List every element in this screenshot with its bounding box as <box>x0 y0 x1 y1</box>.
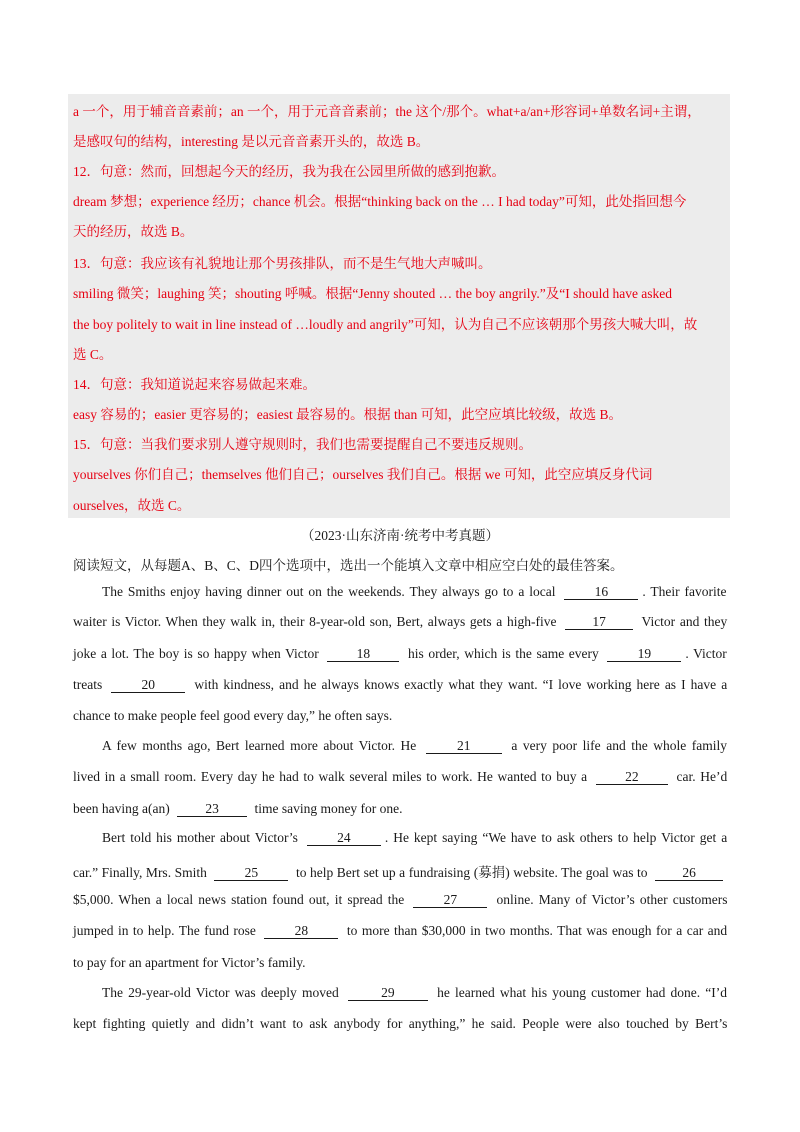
source-title: （2023·山东济南·统考中考真题） <box>301 528 499 543</box>
answer-line: 天的经历，故选 B。 <box>73 224 194 239</box>
blank-16: 16 <box>564 585 638 600</box>
blank-29: 29 <box>348 986 428 1001</box>
passage-text: lived in a small room. Every day he had to walk several miles to work. He wanted to buy a <box>73 769 592 784</box>
blank-26: 26 <box>655 866 723 881</box>
passage-line <box>73 769 727 785</box>
passage-text: time saving money for one. <box>251 801 403 816</box>
passage-line <box>73 955 306 971</box>
passage-line <box>73 801 403 817</box>
answer-line: yourselves 你们自己；themselves 他们自己；ourselves 我们自己。根据 we 可知，此空应填反身代词 <box>73 467 653 482</box>
passage-line <box>73 646 727 662</box>
blank-27: 27 <box>413 893 487 908</box>
answer-line: 12．句意：然而，回想起今天的经历，我为我在公园里所做的感到抱歉。 <box>73 164 505 179</box>
blank-22: 22 <box>596 770 668 785</box>
passage-text: The 29-year-old Victor was deeply moved <box>102 985 344 1000</box>
blank-25: 25 <box>214 866 288 881</box>
passage-text: jumped in to help. The fund rose <box>73 923 261 938</box>
passage-text: a very poor life and the whole family <box>505 738 728 753</box>
answer-line: 14．句意：我知道说起来容易做起来难。 <box>73 377 316 392</box>
passage-line <box>73 892 727 908</box>
passage-text: to pay for an apartment for Victor’s family. <box>73 955 306 970</box>
answer-line: 13．句意：我应该有礼貌地让那个男孩排队，而不是生气地大声喊叫。 <box>73 256 492 271</box>
passage-line <box>73 708 392 724</box>
blank-24: 24 <box>307 831 381 846</box>
passage-text: . He kept saying “We have to ask others to help Victor get a <box>384 830 728 845</box>
blank-28: 28 <box>264 924 338 939</box>
passage-text: car. He’d <box>671 769 728 784</box>
answer-line: a 一个，用于辅音音素前；an 一个，用于元音音素前；the 这个/那个。what+a/an+形容词+单数名词+主谓， <box>73 104 701 119</box>
passage-text: he learned what his young customer had done. “I’d <box>431 985 728 1000</box>
answer-line: 选 C。 <box>73 347 113 362</box>
passage-line <box>73 1016 727 1032</box>
passage-text: waiter is Victor. When they walk in, their 8-year-old son, Bert, always gets a high-five <box>73 614 562 629</box>
passage-line <box>73 861 727 881</box>
answer-line: ourselves，故选 C。 <box>73 498 191 513</box>
passage-text: online. Many of Victor’s other customers <box>491 892 728 907</box>
passage-text: Bert told his mother about Victor’s <box>102 830 303 845</box>
passage-text: kept fighting quietly and didn’t want to ask anybody for anything,” he said. People were also touched by Bert’s <box>73 1016 728 1031</box>
passage-text: to more than $30,000 in two months. That was enough for a car and <box>342 923 728 938</box>
passage-text: chance to make people feel good every day,” he often says. <box>73 708 393 723</box>
passage-text: car.” Finally, Mrs. Smith <box>73 865 211 880</box>
answer-line: dream 梦想；experience 经历；chance 机会。根据“thinking back on the … I had today”可知，此处指回想今 <box>73 194 687 209</box>
passage-line <box>102 830 727 846</box>
passage-text: The Smiths enjoy having dinner out on the weekends. They always go to a local <box>102 584 561 599</box>
passage-text: . Their favorite <box>642 584 727 599</box>
blank-17: 17 <box>565 615 633 630</box>
passage-text: his order, which is the same every <box>403 646 604 661</box>
passage-text: A few months ago, Bert learned more about Victor. He <box>102 738 422 753</box>
passage-line <box>73 677 727 693</box>
passage-text: treats <box>73 677 108 692</box>
passage-text: . Victor <box>685 646 727 661</box>
passage-line <box>102 738 727 754</box>
answer-line: the boy politely to wait in line instead of …loudly and angrily”可知，认为自己不应该朝那个男孩大喊大叫，故 <box>73 317 698 332</box>
passage-line <box>102 985 727 1001</box>
passage-line <box>102 584 727 600</box>
blank-20: 20 <box>111 678 185 693</box>
passage-text: to help Bert set up a fundraising (募捐) website. The goal was to <box>292 865 652 880</box>
passage-line <box>73 923 727 939</box>
blank-19: 19 <box>607 647 681 662</box>
passage-line <box>73 614 727 630</box>
passage-text: Victor and they <box>637 614 728 629</box>
passage-text: $5,000. When a local news station found out, it spread the <box>73 892 410 907</box>
answer-line: easy 容易的；easier 更容易的；easiest 最容易的。根据 than 可知，此空应填比较级，故选 B。 <box>73 407 622 422</box>
answer-line: 15．句意：当我们要求别人遵守规则时，我们也需要提醒自己不要违反规则。 <box>73 437 532 452</box>
answer-line: 是感叹句的结构，interesting 是以元音音素开头的，故选 B。 <box>73 134 430 149</box>
blank-21: 21 <box>426 739 502 754</box>
passage-text: been having a(an) <box>73 801 174 816</box>
answer-line: smiling 微笑；laughing 笑；shouting 呼喊。根据“Jenny shouted … the boy angrily.”及“I should have asked <box>73 286 673 301</box>
blank-18: 18 <box>327 647 399 662</box>
instruction-text: 阅读短文，从每题A、B、C、D四个选项中，选出一个能填入文章中相应空白处的最佳答案。 <box>73 558 624 573</box>
passage-text: joke a lot. The boy is so happy when Victor <box>73 646 324 661</box>
answer-explanation-box <box>68 94 730 518</box>
blank-23: 23 <box>177 802 247 817</box>
passage-text: with kindness, and he always knows exactly what they want. “I love working here as I have a <box>189 677 728 692</box>
